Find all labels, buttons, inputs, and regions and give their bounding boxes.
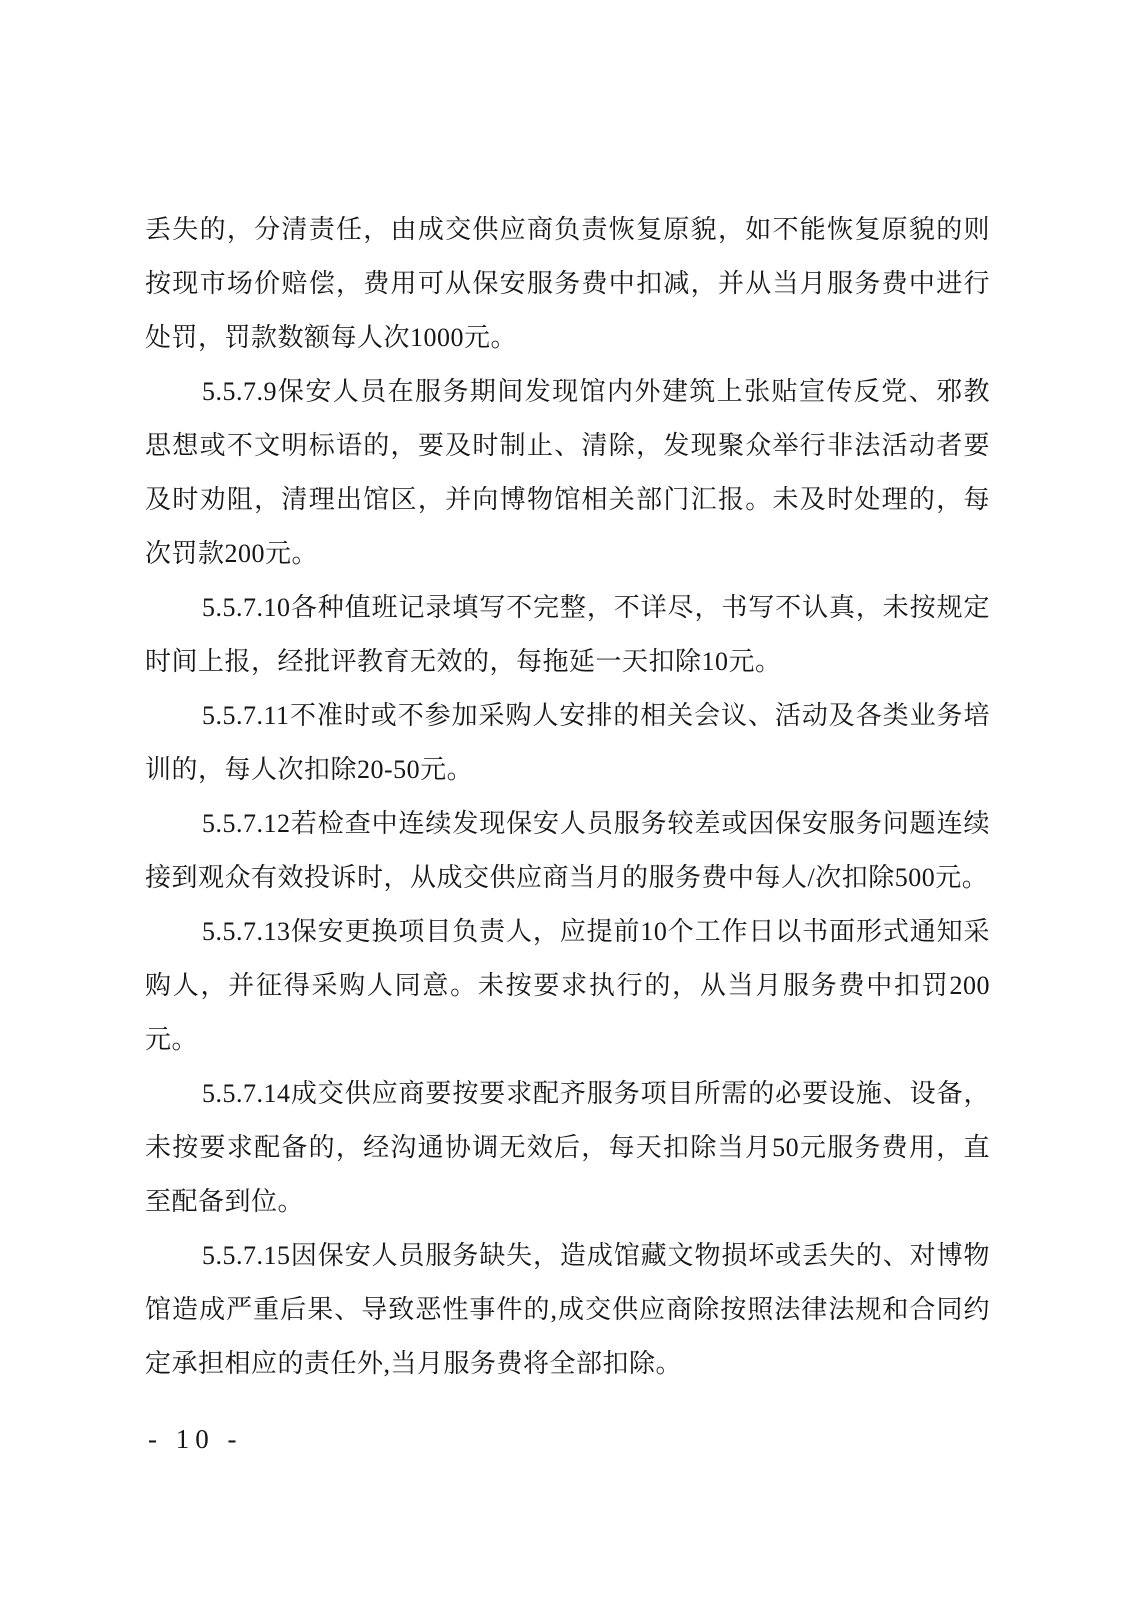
paragraph-5-5-7-13: 5.5.7.13保安更换项目负责人，应提前10个工作日以书面形式通知采购人，并征得采购人同意。未按要求执行的，从当月服务费中扣罚200元。 [145,917,990,1054]
paragraph-5-5-7-11: 5.5.7.11不准时或不参加采购人安排的相关会议、活动及各类业务培训的，每人次扣除20-50元。 [145,701,990,784]
paragraph-continued: 丢失的，分清责任，由成交供应商负责恢复原貌，如不能恢复原貌的则按现市场价赔偿，费用可从保安服务费中扣减，并从当月服务费中进行处罚，罚款数额每人次1000元。 [145,215,990,352]
paragraph-5-5-7-15: 5.5.7.15因保安人员服务缺失，造成馆藏文物损坏或丢失的、对博物馆造成严重后果、导致恶性事件的,成交供应商除按照法律法规和合同约定承担相应的责任外,当月服务费将全部扣除。 [145,1241,990,1378]
paragraph-5-5-7-9: 5.5.7.9保安人员在服务期间发现馆内外建筑上张贴宣传反党、邪教思想或不文明标语的，要及时制止、清除，发现聚众举行非法活动者要及时劝阻，清理出馆区，并向博物馆相关部门汇报。未及时处理的，每次罚款200元。 [145,377,990,568]
paragraph-5-5-7-14: 5.5.7.14成交供应商要按要求配齐服务项目所需的必要设施、设备，未按要求配备的，经沟通协调无效后，每天扣除当月50元服务费用，直至配备到位。 [145,1079,990,1216]
document-body [145,203,990,1391]
paragraph-5-5-7-12: 5.5.7.12若检查中连续发现保安人员服务较差或因保安服务问题连续接到观众有效投诉时，从成交供应商当月的服务费中每人/次扣除500元。 [145,809,990,892]
paragraph-5-5-7-10: 5.5.7.10各种值班记录填写不完整，不详尽，书写不认真，未按规定时间上报，经批评教育无效的，每拖延一天扣除10元。 [145,593,990,676]
page-number: - 10 - [148,1424,243,1454]
